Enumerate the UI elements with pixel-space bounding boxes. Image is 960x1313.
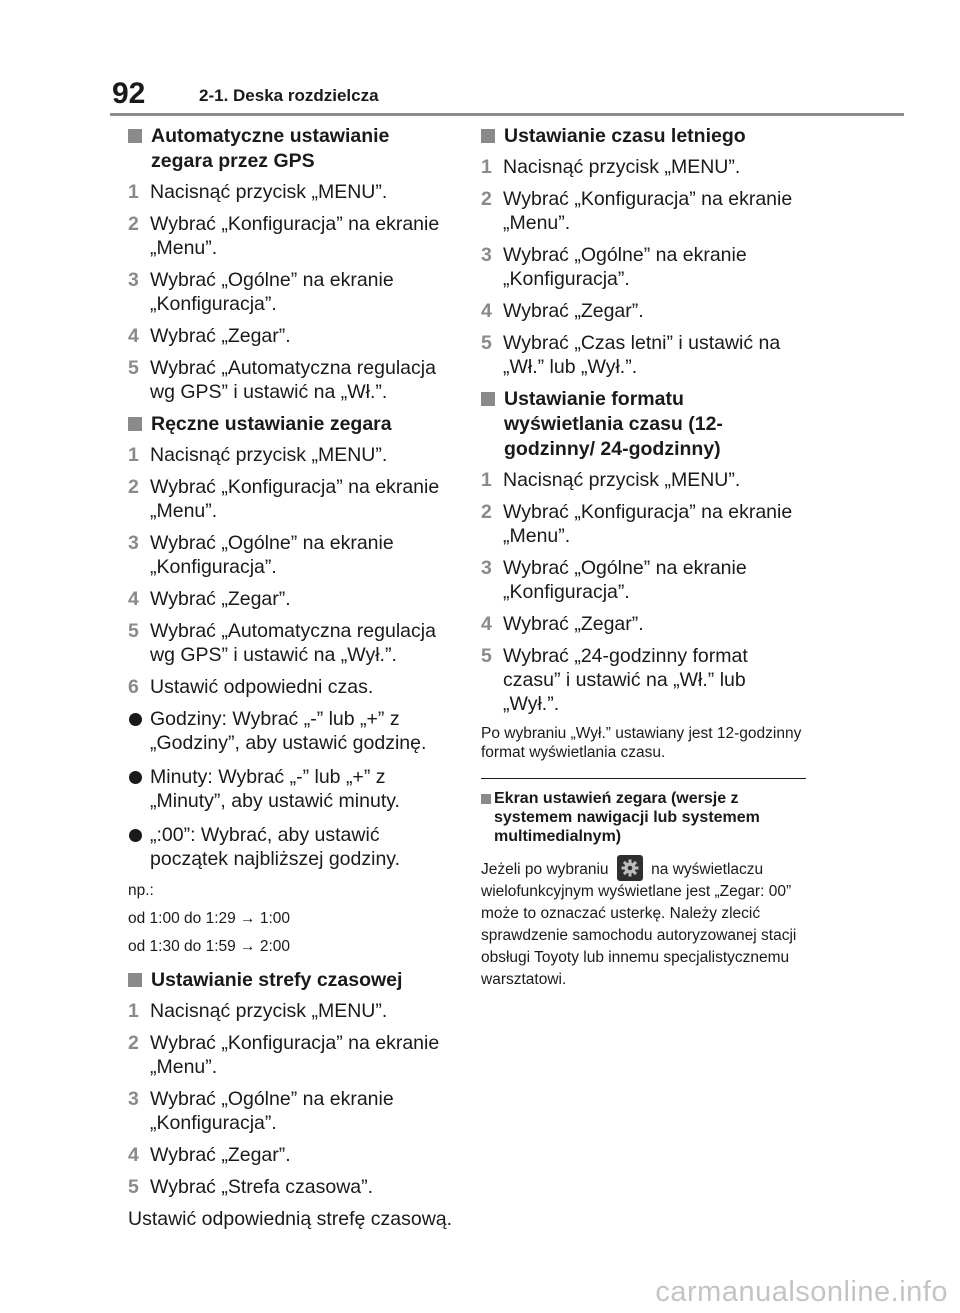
step: 1 Nacisnąć przycisk „MENU”. bbox=[128, 444, 388, 466]
section-heading: Ustawianie formatu wyświetlania czasu (12-godzinny/ 24-godzinny) bbox=[481, 387, 806, 462]
section-footer-text: Ustawić odpowiednią strefę czasową. bbox=[128, 1208, 453, 1230]
section-heading: Automatyczne ustawianie zegara przez GPS bbox=[128, 124, 453, 174]
round-bullet-icon bbox=[129, 829, 142, 842]
step: 2 Wybrać „Konfiguracja” na ekranie „Menu”. bbox=[481, 188, 793, 234]
left-column bbox=[128, 124, 453, 1239]
step: 4 Wybrać „Zegar”. bbox=[128, 325, 291, 347]
bullet-item: Godziny: Wybrać „-” lub „+” z „Godziny”, aby ustawić godzinę. bbox=[128, 707, 453, 755]
step: 1 Nacisnąć przycisk „MENU”. bbox=[128, 1000, 388, 1022]
example-line: od 1:00 do 1:29 → 1:00 bbox=[128, 910, 291, 927]
round-bullet-icon bbox=[129, 713, 142, 726]
step: 6 Ustawić odpowiedni czas. bbox=[128, 676, 374, 698]
step: 5 Wybrać „Strefa czasowa”. bbox=[128, 1176, 374, 1198]
chapter-title: 2-1. Deska rozdzielcza bbox=[199, 86, 379, 105]
header-rule bbox=[110, 113, 904, 116]
step: 5 Wybrać „Automatyczna regulacja wg GPS” i ustawić na „Wył.”. bbox=[128, 620, 436, 666]
step: 3 Wybrać „Ogólne” na ekranie „Konfiguracja”. bbox=[128, 532, 394, 578]
step: 3 Wybrać „Ogólne” na ekranie „Konfiguracja”. bbox=[128, 269, 394, 315]
example-label: np.: bbox=[128, 882, 154, 899]
square-bullet-icon bbox=[128, 129, 142, 143]
square-bullet-icon bbox=[481, 794, 491, 804]
step: 2 Wybrać „Konfiguracja” na ekranie „Menu”. bbox=[128, 476, 440, 522]
square-bullet-icon bbox=[481, 392, 495, 406]
step: 3 Wybrać „Ogólne” na ekranie „Konfiguracja”. bbox=[481, 557, 747, 603]
step: 3 Wybrać „Ogólne” na ekranie „Konfiguracja”. bbox=[128, 1088, 394, 1134]
step: 1 Nacisnąć przycisk „MENU”. bbox=[481, 469, 741, 491]
section-heading: Ekran ustawień zegara (wersje z systemem nawigacji lub systemem multimedialnym) bbox=[481, 789, 806, 846]
warning-text: Jeżeli po wybraniu na wyświetlaczu wielofunkcyjnym wyświetlane jest „Zegar: 00” może to oznaczać usterkę. Należy zlecić sprawdzenie samochodu autoryzowanej stacji obsługi Toyoty lub innemu specjalistycznemu warsztatowi. bbox=[481, 855, 806, 991]
step: 1 Nacisnąć przycisk „MENU”. bbox=[481, 156, 741, 178]
bullet-item: Minuty: Wybrać „-” lub „+” z „Minuty”, aby ustawić minuty. bbox=[128, 765, 453, 813]
step: 5 Wybrać „Automatyczna regulacja wg GPS” i ustawić na „Wł.”. bbox=[128, 357, 436, 403]
step: 4 Wybrać „Zegar”. bbox=[128, 588, 291, 610]
section-heading: Ustawianie czasu letniego bbox=[481, 124, 806, 149]
step: 2 Wybrać „Konfiguracja” na ekranie „Menu”. bbox=[481, 501, 793, 547]
square-bullet-icon bbox=[128, 973, 142, 987]
section-heading: Ręczne ustawianie zegara bbox=[128, 412, 453, 437]
step: 4 Wybrać „Zegar”. bbox=[128, 1144, 291, 1166]
gear-icon bbox=[617, 855, 643, 881]
section-divider bbox=[481, 778, 806, 779]
right-column bbox=[481, 124, 806, 1000]
step: 1 Nacisnąć przycisk „MENU”. bbox=[128, 181, 388, 203]
square-bullet-icon bbox=[481, 129, 495, 143]
step: 5 Wybrać „Czas letni” i ustawić na „Wł.” lub „Wył.”. bbox=[481, 332, 781, 378]
step: 4 Wybrać „Zegar”. bbox=[481, 613, 644, 635]
round-bullet-icon bbox=[129, 771, 142, 784]
example-line: od 1:30 do 1:59 → 2:00 bbox=[128, 938, 291, 955]
step: 2 Wybrać „Konfiguracja” na ekranie „Menu”. bbox=[128, 1032, 440, 1078]
square-bullet-icon bbox=[128, 417, 142, 431]
step: 2 Wybrać „Konfiguracja” na ekranie „Menu”. bbox=[128, 213, 440, 259]
note-text: Po wybraniu „Wył.” ustawiany jest 12-godzinny format wyświetlania czasu. bbox=[481, 725, 802, 761]
step: 3 Wybrać „Ogólne” na ekranie „Konfiguracja”. bbox=[481, 244, 747, 290]
page-number: 92 bbox=[112, 77, 146, 110]
page-header bbox=[112, 76, 904, 116]
section-heading: Ustawianie strefy czasowej bbox=[128, 968, 453, 993]
bullet-item: „:00”: Wybrać, aby ustawić początek najbliższej godziny. bbox=[128, 823, 453, 871]
watermark: carmanualsonline.info bbox=[655, 1276, 948, 1308]
step: 5 Wybrać „24-godzinny format czasu” i ustawić na „Wł.” lub „Wył.”. bbox=[481, 645, 748, 715]
step: 4 Wybrać „Zegar”. bbox=[481, 300, 644, 322]
